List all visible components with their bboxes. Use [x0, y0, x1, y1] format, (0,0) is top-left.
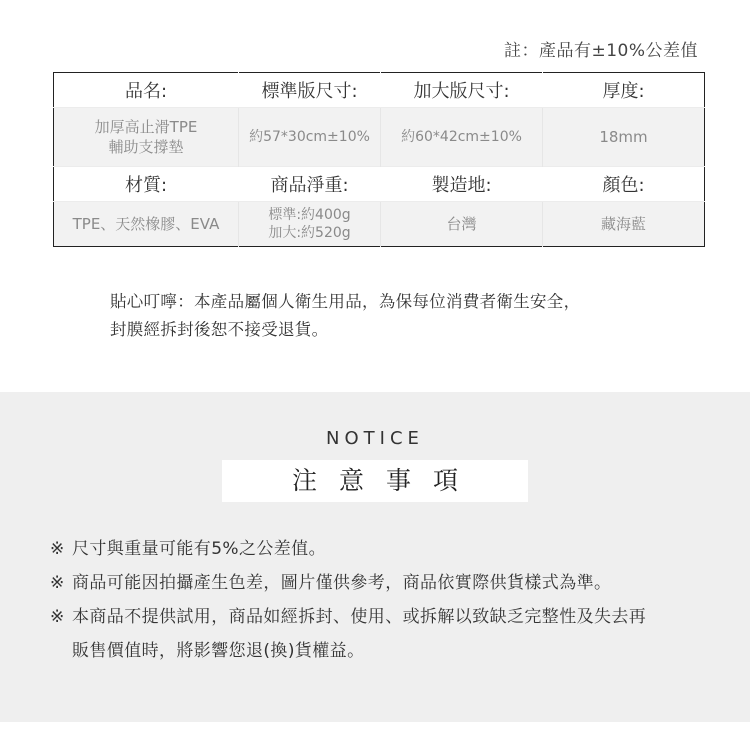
weight-large: 加大:約520g [268, 225, 351, 241]
header-standard-size: 標準版尺寸: [239, 73, 381, 108]
care-tip-line-1: 貼心叮嚀：本產品屬個人衛生用品，為保每位消費者衛生安全， [110, 292, 581, 311]
reference-mark-icon: ※ [50, 607, 65, 627]
value-origin: 台灣 [381, 202, 543, 247]
value-product-name [54, 108, 239, 167]
notice-item-text: 本商品不提供試用，商品如經拆封、使用、或拆解以致缺乏完整性及失去再 [72, 607, 647, 627]
header-thickness: 厚度: [543, 73, 705, 108]
header-product-name: 品名: [54, 73, 239, 108]
value-standard-size: 約57*30cm±10% [239, 108, 381, 167]
tolerance-note: 註：產品有±10%公差值 [503, 41, 698, 61]
header-material: 材質: [54, 167, 239, 202]
weight-standard: 標準:約400g [268, 207, 351, 223]
value-large-size: 約60*42cm±10% [381, 108, 543, 167]
spec-table [53, 72, 705, 247]
header-origin: 製造地: [381, 167, 543, 202]
header-color: 顏色: [543, 167, 705, 202]
product-name-line-1: 加厚高止滑TPE [94, 118, 198, 136]
care-tip [110, 288, 580, 344]
notice-item-continuation: 販售價值時，將影響您退(換)貨權益。 [72, 641, 365, 661]
value-material: TPE、天然橡膠、EVA [54, 202, 239, 247]
notice-title-en: NOTICE [326, 428, 424, 449]
notice-item [50, 600, 720, 634]
spec-header-row-1 [54, 73, 705, 108]
notice-item [50, 532, 720, 566]
header-large-size: 加大版尺寸: [381, 73, 543, 108]
spec-value-row-1 [54, 108, 705, 167]
notice-list [50, 532, 720, 668]
spec-header-row-2 [54, 167, 705, 202]
notice-item-text: 商品可能因拍攝產生色差，圖片僅供參考，商品依實際供貨樣式為準。 [72, 573, 612, 593]
value-thickness: 18mm [543, 108, 705, 167]
notice-item [50, 566, 720, 600]
notice-item-text: 尺寸與重量可能有5%之公差值。 [72, 539, 326, 559]
value-net-weight [239, 202, 381, 247]
notice-section [0, 392, 750, 722]
spec-value-row-2 [54, 202, 705, 247]
reference-mark-icon: ※ [50, 539, 65, 559]
reference-mark-icon: ※ [50, 573, 65, 593]
header-net-weight: 商品淨重: [239, 167, 381, 202]
value-color: 藏海藍 [543, 202, 705, 247]
notice-title-zh: 注意事項 [222, 460, 528, 502]
product-name-line-2: 輔助支撐墊 [108, 138, 184, 156]
care-tip-line-2: 封膜經拆封後恕不接受退貨。 [110, 320, 329, 339]
